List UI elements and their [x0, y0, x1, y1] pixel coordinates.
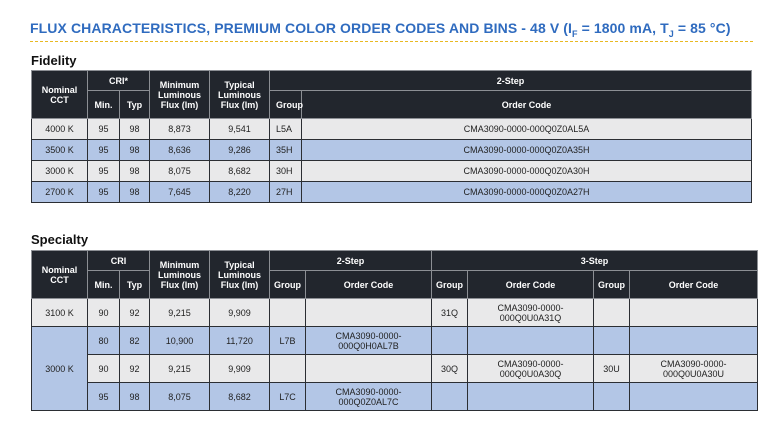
table-row [32, 119, 752, 140]
table-row [32, 182, 752, 203]
min-flux-cell: 8,075 [150, 161, 210, 182]
header-order-code: Order Code [302, 91, 752, 119]
group-cell: 30H [270, 161, 302, 182]
header-group: Group [594, 271, 630, 299]
typ-flux-cell: 8,682 [210, 383, 270, 411]
cri-min-cell: 95 [88, 383, 120, 411]
order-code-3step-cell: CMA3090-0000-000Q0U0A30U [630, 355, 758, 383]
cri-typ-cell: 92 [120, 355, 150, 383]
header-typ-flux: Typical Luminous Flux (lm) [210, 71, 270, 119]
group-3step-cell [432, 383, 468, 411]
cri-min-cell: 80 [88, 327, 120, 355]
header-typ: Typ [120, 91, 150, 119]
min-flux-cell: 7,645 [150, 182, 210, 203]
order-code-3step-cell [468, 327, 594, 355]
specialty-heading: Specialty [31, 232, 89, 247]
header-typ-flux: Typical Luminous Flux (lm) [210, 251, 270, 299]
order-code-3step-cell: CMA3090-0000-000Q0U0A30Q [468, 355, 594, 383]
min-flux-cell: 9,215 [150, 299, 210, 327]
order-code-cell: CMA3090-0000-000Q0Z0A27H [302, 182, 752, 203]
order-code-2step-cell [306, 355, 432, 383]
typ-flux-cell: 11,720 [210, 327, 270, 355]
order-code-2step-cell: CMA3090-0000-000Q0Z0AL7C [306, 383, 432, 411]
typ-flux-cell: 8,682 [210, 161, 270, 182]
min-flux-cell: 8,636 [150, 140, 210, 161]
cri-min-cell: 90 [88, 299, 120, 327]
header-3-step: 3-Step [432, 251, 758, 271]
title-subscript-f: F [572, 28, 578, 39]
cri-min-cell: 95 [88, 119, 120, 140]
cct-cell: 3100 K [32, 299, 88, 327]
cct-cell: 4000 K [32, 119, 88, 140]
table-row [32, 383, 758, 411]
header-order-code: Order Code [468, 271, 594, 299]
cri-typ-cell: 98 [120, 161, 150, 182]
group-3step-cell: 30Q [432, 355, 468, 383]
group-cell: L5A [270, 119, 302, 140]
header-group: Group [270, 91, 302, 119]
group-3step-cell [432, 327, 468, 355]
typ-flux-cell: 9,909 [210, 355, 270, 383]
group-2step-cell: L7C [270, 383, 306, 411]
header-min-flux: Minimum Luminous Flux (lm) [150, 251, 210, 299]
order-code-2step-cell [306, 299, 432, 327]
title-text-suffix: = 85 °C) [673, 20, 731, 36]
group-3step-cell [594, 383, 630, 411]
group-2step-cell: L7B [270, 327, 306, 355]
header-nominal-cct: Nominal CCT [32, 251, 88, 299]
cri-min-cell: 90 [88, 355, 120, 383]
header-cri: CRI [88, 251, 150, 271]
min-flux-cell: 10,900 [150, 327, 210, 355]
group-3step-cell [594, 327, 630, 355]
table-row [32, 299, 758, 327]
table-row [32, 355, 758, 383]
typ-flux-cell: 8,220 [210, 182, 270, 203]
typ-flux-cell: 9,541 [210, 119, 270, 140]
header-2-step: 2-Step [270, 251, 432, 271]
cct-cell: 2700 K [32, 182, 88, 203]
cri-typ-cell: 82 [120, 327, 150, 355]
cri-min-cell: 95 [88, 140, 120, 161]
title-text: FLUX CHARACTERISTICS, PREMIUM COLOR ORDER CODES AND BINS - 48 V (I [30, 20, 572, 36]
header-min-flux: Minimum Luminous Flux (lm) [150, 71, 210, 119]
order-code-cell: CMA3090-0000-000Q0Z0A35H [302, 140, 752, 161]
header-group: Group [270, 271, 306, 299]
header-cri: CRI* [88, 71, 150, 91]
cri-typ-cell: 98 [120, 383, 150, 411]
cri-typ-cell: 98 [120, 182, 150, 203]
cct-cell: 3000 K [32, 161, 88, 182]
header-min: Min. [88, 271, 120, 299]
title-subscript-j: J [668, 28, 674, 39]
order-code-cell: CMA3090-0000-000Q0Z0AL5A [302, 119, 752, 140]
typ-flux-cell: 9,909 [210, 299, 270, 327]
header-2-step: 2-Step [270, 71, 752, 91]
cri-typ-cell: 98 [120, 140, 150, 161]
order-code-3step-cell [630, 299, 758, 327]
header-order-code: Order Code [630, 271, 758, 299]
header-group: Group [432, 271, 468, 299]
header-min: Min. [88, 91, 120, 119]
cct-cell: 3500 K [32, 140, 88, 161]
order-code-3step-cell [630, 383, 758, 411]
title-divider [30, 41, 753, 42]
fidelity-table [31, 70, 752, 203]
group-3step-cell [594, 299, 630, 327]
cri-min-cell: 95 [88, 182, 120, 203]
table-row [32, 161, 752, 182]
order-code-3step-cell [468, 383, 594, 411]
typ-flux-cell: 9,286 [210, 140, 270, 161]
table-row [32, 327, 758, 355]
min-flux-cell: 8,075 [150, 383, 210, 411]
min-flux-cell: 9,215 [150, 355, 210, 383]
cri-typ-cell: 92 [120, 299, 150, 327]
header-nominal-cct: Nominal CCT [32, 71, 88, 119]
group-2step-cell [270, 299, 306, 327]
specialty-table [31, 250, 758, 411]
group-cell: 35H [270, 140, 302, 161]
table-row [32, 140, 752, 161]
min-flux-cell: 8,873 [150, 119, 210, 140]
order-code-2step-cell: CMA3090-0000-000Q0H0AL7B [306, 327, 432, 355]
header-typ: Typ [120, 271, 150, 299]
header-order-code: Order Code [306, 271, 432, 299]
cri-min-cell: 95 [88, 161, 120, 182]
group-3step-cell: 30U [594, 355, 630, 383]
order-code-3step-cell [630, 327, 758, 355]
group-2step-cell [270, 355, 306, 383]
group-3step-cell: 31Q [432, 299, 468, 327]
fidelity-heading: Fidelity [31, 53, 77, 68]
title-text-middle: = 1800 mA, T [577, 20, 669, 36]
order-code-3step-cell: CMA3090-0000-000Q0U0A31Q [468, 299, 594, 327]
cri-typ-cell: 98 [120, 119, 150, 140]
page-title [30, 20, 731, 39]
cct-cell: 3000 K [32, 327, 88, 411]
group-cell: 27H [270, 182, 302, 203]
order-code-cell: CMA3090-0000-000Q0Z0A30H [302, 161, 752, 182]
